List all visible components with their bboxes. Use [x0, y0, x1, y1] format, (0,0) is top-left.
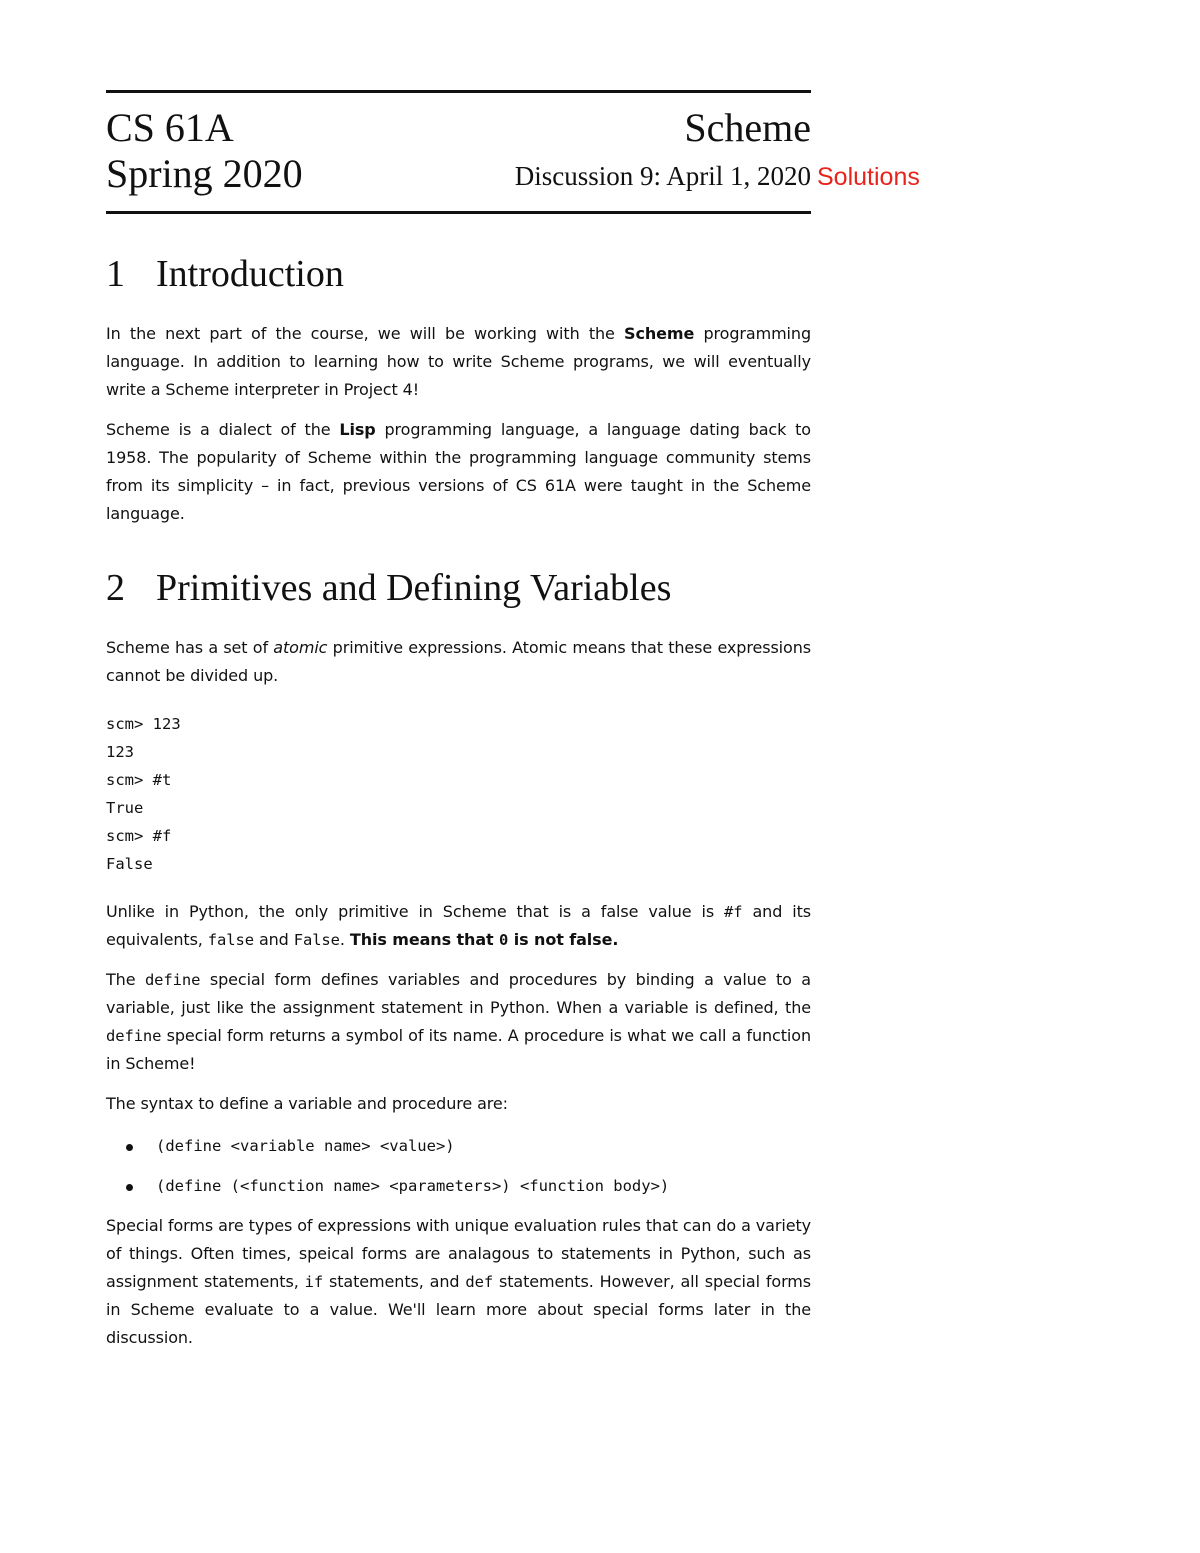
header-left — [106, 105, 303, 197]
paragraph: The syntax to define a variable and procedure are: — [106, 1094, 508, 1113]
text-run: Special forms are types of expressions with unique evaluation rules that can do a variety of things. Often times, speical forms are analagous to statements in Python, such as assignment statements, — [106, 1216, 811, 1291]
code-line: 123 — [106, 743, 134, 761]
italic-term: atomic — [273, 638, 328, 657]
section-heading-introduction — [106, 252, 811, 296]
list-item-text: (define <variable name> <value>) — [156, 1137, 455, 1155]
text-run: In the next part of the course, we will be working with the — [106, 324, 625, 343]
code-term: False — [293, 931, 340, 949]
code-term: #f — [724, 903, 743, 921]
section-heading-primitives — [106, 566, 811, 610]
text-run: statements. However, all special forms in Scheme evaluate to a value. We'll learn more about special forms later in the discussion. — [106, 1272, 811, 1347]
bold-term: is not false. — [508, 930, 619, 949]
code-term: define — [144, 971, 201, 989]
list-item-text: (define (<function name> <parameters>) <function body>) — [156, 1177, 670, 1195]
solutions-label: Solutions — [817, 163, 920, 191]
text-run: primitive expressions. Atomic means that these expressions cannot be divided up. — [106, 638, 811, 685]
course-title: CS 61A — [106, 105, 234, 150]
section-title: Introduction — [156, 253, 344, 295]
header-right — [515, 105, 811, 199]
bold-term: This means that — [349, 930, 500, 949]
text-run: . — [339, 930, 350, 949]
code-block — [106, 710, 811, 878]
paragraph — [106, 634, 811, 690]
code-term: if — [304, 1273, 324, 1291]
section-title: Primitives and Defining Variables — [156, 567, 672, 609]
code-line: scm> #t — [106, 771, 172, 789]
text-run: special form defines variables and procedures by binding a value to a variable, just like the assignment statement in Python. When a variable is defined, the — [106, 970, 811, 1017]
text-run: and — [253, 930, 294, 949]
code-line: scm> #f — [106, 827, 172, 845]
text-run: programming language. In addition to learning how to write Scheme programs, we will eventually write a Scheme interpreter in Project 4! — [106, 324, 811, 399]
syntax-list — [106, 1132, 811, 1200]
paragraph — [106, 898, 811, 954]
list-item — [106, 1172, 811, 1200]
code-line: scm> 123 — [106, 715, 181, 733]
text-run: Unlike in Python, the only primitive in Scheme that is a false value is — [106, 902, 725, 921]
text-run: Scheme is a dialect of the — [106, 420, 340, 439]
paragraph — [106, 320, 811, 404]
section-number: 2 — [106, 567, 125, 609]
code-line: False — [106, 855, 153, 873]
code-term: define — [106, 1027, 162, 1045]
section-number: 1 — [106, 253, 125, 295]
list-item — [106, 1132, 811, 1160]
text-run: special form returns a symbol of its name. A procedure is what we call a function in Scheme! — [106, 1026, 811, 1073]
topic-title: Scheme — [684, 105, 811, 150]
code-term: def — [465, 1273, 494, 1291]
bullet-icon — [126, 1144, 133, 1151]
code-term: false — [207, 931, 254, 949]
header-bottom-rule — [106, 211, 811, 214]
paragraph — [106, 1212, 811, 1352]
code-line: True — [106, 799, 144, 817]
bold-term: Scheme — [624, 324, 695, 343]
course-term: Spring 2020 — [106, 151, 303, 196]
text-run: and its equivalents, — [106, 902, 812, 949]
paragraph — [106, 966, 811, 1078]
bullet-icon — [126, 1184, 133, 1191]
discussion-date: Discussion 9: April 1, 2020 — [514, 161, 811, 191]
code-term: 0 — [499, 931, 509, 949]
text-run: statements, and — [323, 1272, 466, 1291]
paragraph — [106, 416, 811, 528]
bold-term: Lisp — [339, 420, 376, 439]
text-run: Scheme has a set of — [106, 638, 274, 657]
text-run: programming language, a language dating back to 1958. The popularity of Scheme within the programming language community stems from its simplicity – in fact, previous versions of CS 61A were taught in the Scheme language. — [106, 420, 811, 523]
document-page — [106, 90, 811, 1364]
text-run: The — [106, 970, 145, 989]
document-header — [106, 93, 811, 211]
